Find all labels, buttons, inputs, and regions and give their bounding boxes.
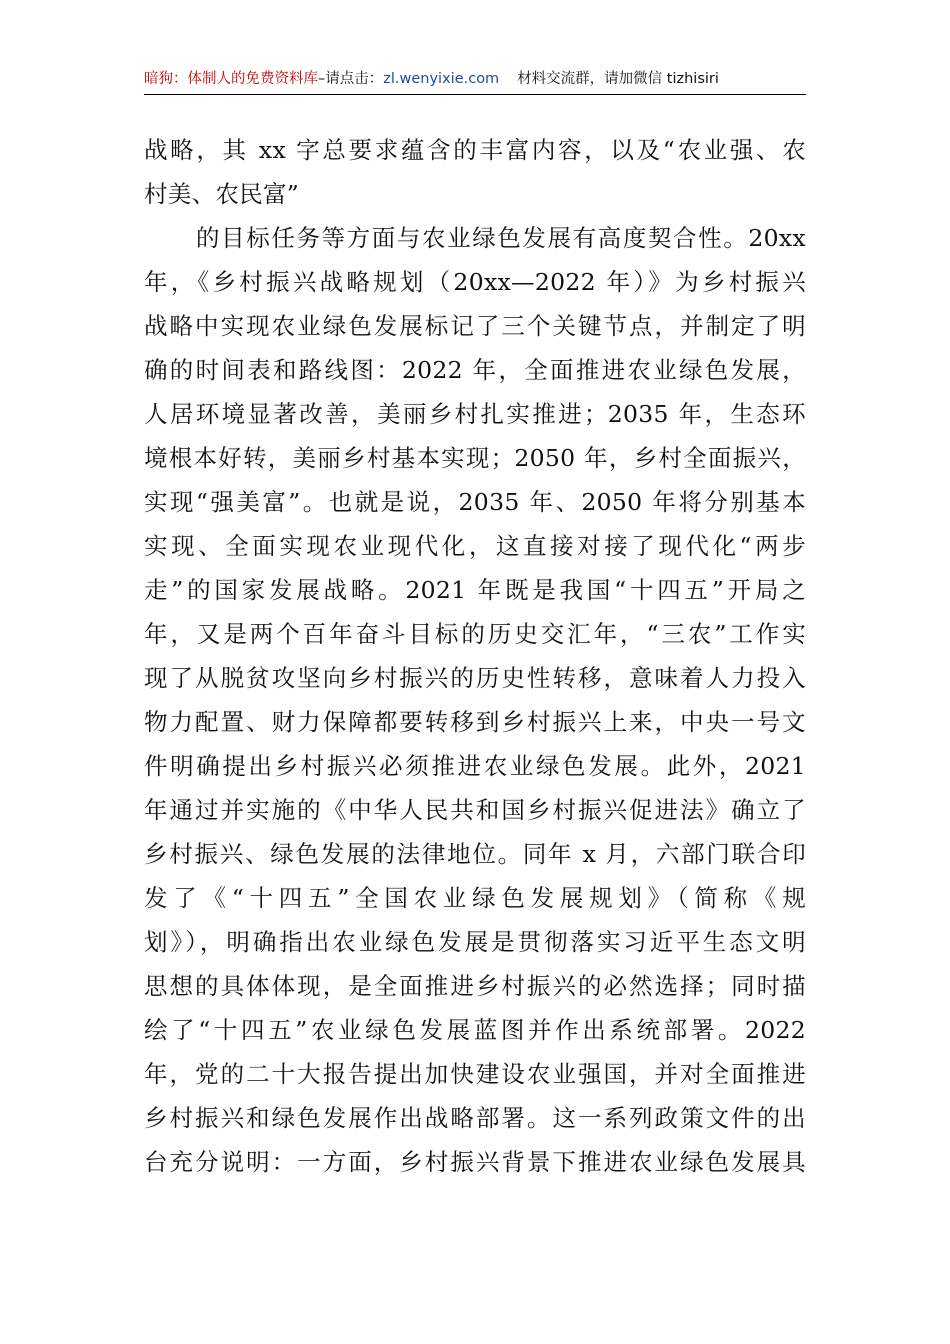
text-line: 人居环境显著改善，美丽乡村扎实推进；2035 年，生态环 <box>144 400 806 428</box>
text-line: 村美、农民富” <box>144 180 300 208</box>
text-line: 件明确提出乡村振兴必须推进农业绿色发展。此外，2021 <box>144 752 806 780</box>
text-line: 战略中实现农业绿色发展标记了三个关键节点，并制定了明 <box>144 312 806 340</box>
text-line: 境根本好转，美丽乡村基本实现；2050 年，乡村全面振兴， <box>144 444 806 472</box>
text-line: 物力配置、财力保障都要转移到乡村振兴上来，中央一号文 <box>144 708 806 736</box>
text-line: 年通过并实施的《中华人民共和国乡村振兴促进法》确立了 <box>144 796 806 824</box>
text-line: 年，又是两个百年奋斗目标的历史交汇年，“三农”工作实 <box>144 620 806 648</box>
text-line: 实现“强美富”。也就是说，2035 年、2050 年将分别基本 <box>144 488 806 516</box>
text-line: 战略，其 xx 字总要求蕴含的丰富内容，以及“农业强、农 <box>144 136 806 164</box>
text-line: 划》），明确指出农业绿色发展是贯彻落实习近平生态文明 <box>144 928 806 956</box>
text-line: 现了从脱贫攻坚向乡村振兴的历史性转移，意味着人力投入 <box>144 664 806 692</box>
text-line: 乡村振兴和绿色发展作出战略部署。这一系列政策文件的出 <box>144 1104 806 1132</box>
text-line: 年，《乡村振兴战略规划（20xx—2022 年）》为乡村振兴 <box>144 268 806 296</box>
text-line: 年，党的二十大报告提出加快建设农业强国，并对全面推进 <box>144 1060 806 1088</box>
header-click-prefix: –请点击： <box>318 71 384 87</box>
text-line: 乡村振兴、绿色发展的法律地位。同年 x 月，六部门联合印 <box>144 840 806 868</box>
text-line: 的目标任务等方面与农业绿色发展有高度契合性。20xx <box>196 224 806 252</box>
text-line: 台充分说明：一方面，乡村振兴背景下推进农业绿色发展具 <box>144 1148 806 1176</box>
text-line: 走”的国家发展战略。2021 年既是我国“十四五”开局之 <box>144 576 806 604</box>
header-site-link[interactable]: zl.wenyixie.com <box>383 71 500 87</box>
text-line: 实现、全面实现农业现代化，这直接对接了现代化“两步 <box>144 532 806 560</box>
text-line: 思想的具体体现，是全面推进乡村振兴的必然选择；同时描 <box>144 972 806 1000</box>
text-line: 绘了“十四五”农业绿色发展蓝图并作出系统部署。2022 <box>144 1016 806 1044</box>
page-header <box>144 64 806 95</box>
text-line: 确的时间表和路线图：2022 年，全面推进农业绿色发展， <box>144 356 806 384</box>
text-line: 发了《“十四五”全国农业绿色发展规划》（简称《规 <box>144 884 806 912</box>
body-text <box>144 128 806 1184</box>
header-contact: 材料交流群，请加微信 tizhisiri <box>517 71 719 87</box>
header-brand: 暗狗：体制人的免费资料库 <box>144 71 318 87</box>
